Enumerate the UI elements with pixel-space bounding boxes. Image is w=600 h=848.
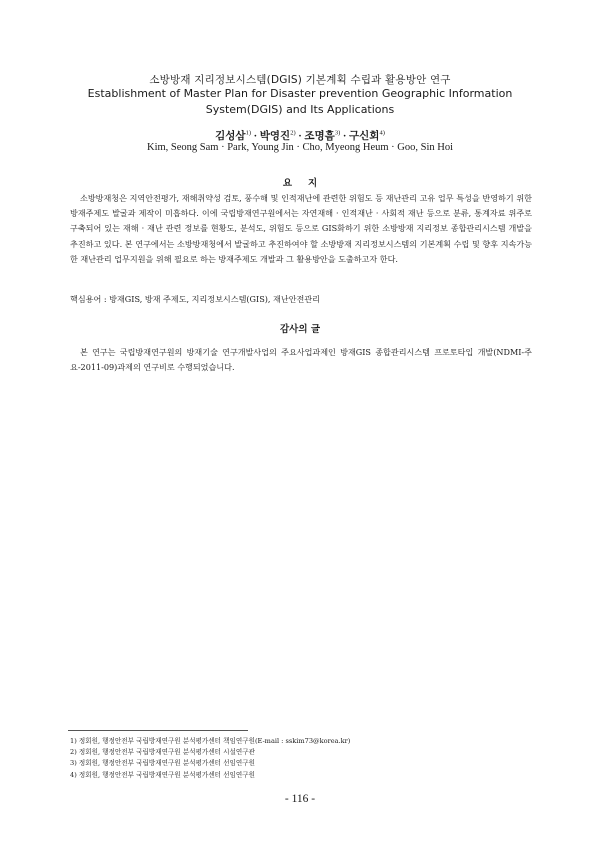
author-mark: 2) (290, 129, 296, 137)
author-name: 김성삼 (215, 131, 246, 142)
footnotes (70, 736, 540, 781)
abstract-body: 소방방재청은 지역안전평가, 재해취약성 검토, 풍수해 및 인적재난에 관련한 위험도 등 재난관리 고유 업무 특성을 반영하기 위한 방재주제도 발굴과 제작이 미흡하다. 이에 국립방재연구원에서는 자연재해 · 인적재난 · 사회적 재난 등으로 분류, 통계자료 위주로 구축되어 있는 재해 · 재난 관련 정보를 현황도, 분석도, 위험도 등으로 GIS화하기 위한 소방방재 지리정보 종합관리시스템 개발을 추진하고 있다. 본 연구에서는 소방방재청에서 발굴하고 추진하여야 할 소방방재 지리정보시스템의 기본계획 수립 및 향후 지속가능한 재난관리 업무지원을 위해 필요로 하는 방재주제도 개발과 그 활용방안을 도출하고자 한다. (70, 193, 532, 264)
footnote-item: 2) 정회원, 행정안전부 국립방재연구원 분석평가센터 시설연구관 (70, 748, 255, 757)
authors-english: Kim, Seong Sam · Park, Young Jin · Cho, Myeong Heum · Goo, Sin Hoi (147, 142, 453, 153)
author-name: 구신회 (349, 131, 380, 142)
author-name: 조명흠 (304, 131, 335, 142)
authors-korean (0, 128, 600, 143)
keywords: 핵심용어 : 방재GIS, 방재 주제도, 지리정보시스템(GIS), 재난안전관리 (70, 294, 320, 304)
footnote-item: 1) 정회원, 행정안전부 국립방재연구원 분석평가센터 책임연구원(E-mail : sskim73@korea.kr) (70, 737, 351, 745)
title-korean: 소방방재 지리정보시스템(DGIS) 기본계획 수립과 활용방안 연구 (149, 74, 451, 86)
title-english: Establishment of Master Plan for Disaster prevention Geographic Information System(DGIS) and Its Applications (87, 87, 513, 116)
author-separator: · (295, 131, 305, 142)
footnote-divider (68, 730, 248, 731)
author-mark: 4) (379, 129, 385, 137)
author-separator: · (340, 131, 349, 142)
author-name: 박영진 (259, 131, 291, 142)
abstract-heading: 요지 (282, 178, 334, 189)
footnote-item: 3) 정회원, 행정안전부 국립방재연구원 분석평가센터 선임연구원 (70, 759, 255, 768)
author-separator: · (250, 131, 260, 142)
page-number: - 116 - (284, 793, 316, 805)
acknowledgement-body: 본 연구는 국립방재연구원의 방재기술 연구개발사업의 주요사업과제인 방재GIS 종합관리시스템 프로토타입 개발(NDMI-주요-2011-09)과제의 연구비로 수행되었습니다. (70, 347, 532, 373)
author-mark: 1) (245, 129, 251, 137)
acknowledgement-heading: 감사의 글 (279, 324, 320, 335)
author-mark: 3) (334, 129, 341, 137)
footnote-item: 4) 정회원, 행정안전부 국립방재연구원 분석평가센터 선임연구원 (70, 770, 255, 779)
